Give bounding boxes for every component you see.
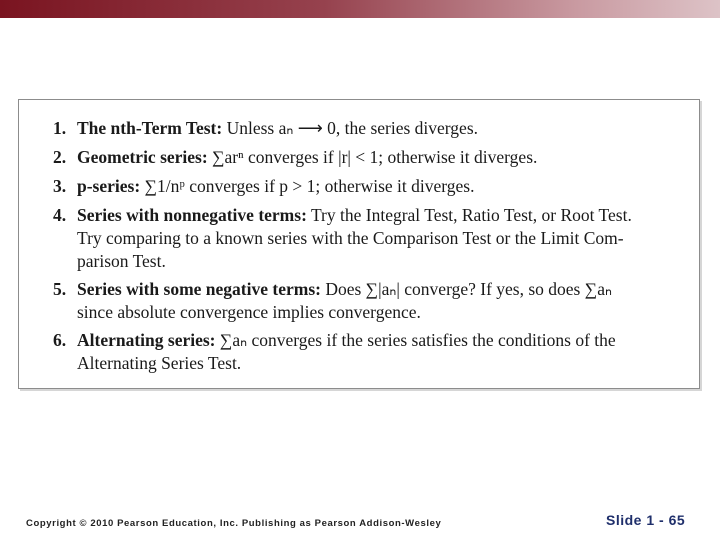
item-text: ∑1/nᵖ converges if p > 1; otherwise it diverges.: [144, 176, 475, 196]
item-text: Try the Integral Test, Ratio Test, or Root Test.: [310, 205, 632, 225]
item-heading: Geometric series:: [77, 147, 208, 167]
item-number: 1.: [53, 118, 67, 138]
item-text: ∑aₙ converges if the series satisfies the conditions of the: [219, 330, 616, 350]
item-text: since absolute convergence implies convergence.: [77, 302, 421, 322]
slide-number: Slide 1 - 65: [606, 512, 686, 528]
item-text: Alternating Series Test.: [77, 353, 242, 373]
title-gradient-bar: [0, 0, 720, 18]
item-number: 2.: [53, 147, 67, 167]
item-heading: Series with nonnegative terms:: [77, 205, 307, 225]
item-number: 4.: [53, 205, 67, 225]
copyright-notice: Copyright © 2010 Pearson Education, Inc. Publishing as Pearson Addison-Wesley: [26, 518, 442, 529]
item-text: Unless aₙ ⟶ 0, the series diverges.: [226, 118, 479, 138]
item-number: 5.: [53, 279, 67, 299]
item-number: 3.: [53, 176, 67, 196]
item-heading: p-series:: [77, 176, 141, 196]
item-number: 6.: [53, 330, 67, 350]
item-heading: Alternating series:: [77, 330, 216, 350]
item-heading: The nth-Term Test:: [77, 118, 223, 138]
item-text: ∑arⁿ converges if |r| < 1; otherwise it diverges.: [212, 147, 538, 167]
item-text: Try comparing to a known series with the Comparison Test or the Limit Com-: [77, 228, 624, 248]
series-tests-summary-box: [18, 99, 700, 389]
item-text: Does ∑|aₙ| converge? If yes, so does ∑aₙ: [325, 279, 612, 299]
item-text: parison Test.: [77, 251, 166, 271]
item-heading: Series with some negative terms:: [77, 279, 321, 299]
